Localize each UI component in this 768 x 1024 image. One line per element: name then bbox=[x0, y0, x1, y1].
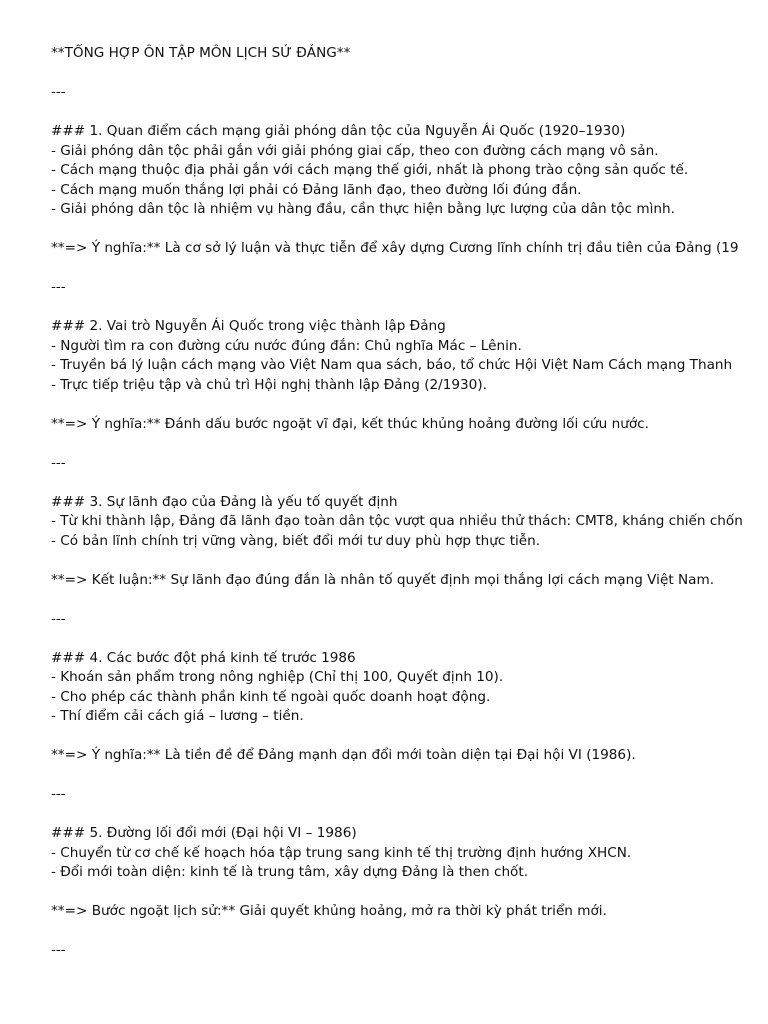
blank-line bbox=[51, 551, 768, 571]
section-2-bullet: - Truyền bá lý luận cách mạng vào Việt Nam qua sách, báo, tổ chức Hội Việt Nam Cách mạng Thanh bbox=[51, 357, 733, 373]
horizontal-rule: --- bbox=[51, 786, 66, 802]
section-5-bullet: - Đổi mới toàn diện: kinh tế là trung tâm, xây dựng Đảng là then chốt. bbox=[51, 864, 529, 880]
blank-line bbox=[51, 298, 768, 318]
blank-line bbox=[51, 220, 768, 240]
section-4-heading: ### 4. Các bước đột phá kinh tế trước 1986 bbox=[51, 649, 356, 666]
horizontal-rule: --- bbox=[51, 454, 66, 471]
section-3-summary: **=> Kết luận:** Sự lãnh đạo đúng đắn là nhân tố quyết định mọi thắng lợi cách mạng Việt Nam. bbox=[51, 571, 715, 588]
section-5-heading: ### 5. Đường lối đổi mới (Đại hội VI – 1986) bbox=[51, 825, 357, 841]
blank-line bbox=[51, 766, 768, 786]
section-2-bullet: - Trực tiếp triệu tập và chủ trì Hội nghị thành lập Đảng (2/1930). bbox=[51, 376, 487, 393]
blank-line bbox=[51, 434, 768, 454]
section-4-bullet: - Cho phép các thành phần kinh tế ngoài quốc doanh hoạt động. bbox=[51, 688, 491, 705]
section-1-bullet: - Giải phóng dân tộc phải gắn với giải phóng giai cấp, theo con đường cách mạng vô sản. bbox=[51, 142, 659, 159]
section-1-bullet: - Cách mạng muốn thắng lợi phải có Đảng lãnh đạo, theo đường lối đúng đắn. bbox=[51, 181, 582, 198]
section-5-bullet: - Chuyển từ cơ chế kế hoạch hóa tập trung sang kinh tế thị trường định hướng XHCN. bbox=[51, 844, 632, 861]
section-3-bullet: - Có bản lĩnh chính trị vững vàng, biết đổi mới tư duy phù hợp thực tiễn. bbox=[51, 532, 541, 549]
blank-line bbox=[51, 590, 768, 610]
section-4-summary: **=> Ý nghĩa:** Là tiền đề để Đảng mạnh dạn đổi mới toàn diện tại Đại hội VI (1986). bbox=[51, 747, 636, 763]
section-4-bullet: - Thí điểm cải cách giá – lương – tiền. bbox=[51, 708, 304, 724]
section-2-bullet: - Người tìm ra con đường cứu nước đúng đắn: Chủ nghĩa Mác – Lênin. bbox=[51, 337, 522, 354]
horizontal-rule: --- bbox=[51, 942, 66, 958]
section-5-summary: **=> Bước ngoặt lịch sử:** Giải quyết khủng hoảng, mở ra thời kỳ phát triển mới. bbox=[51, 903, 607, 919]
blank-line bbox=[51, 922, 768, 942]
section-1-heading: ### 1. Quan điểm cách mạng giải phóng dân tộc của Nguyễn Ái Quốc (1920–1930) bbox=[51, 123, 626, 139]
section-1-bullet: - Cách mạng thuộc địa phải gắn với cách mạng thế giới, nhất là phong trào cộng sản quốc tế. bbox=[51, 162, 689, 178]
horizontal-rule: --- bbox=[51, 610, 66, 627]
section-4-bullet: - Khoán sản phẩm trong nông nghiệp (Chỉ thị 100, Quyết định 10). bbox=[51, 669, 504, 685]
blank-line bbox=[51, 395, 768, 415]
section-1-bullet: - Giải phóng dân tộc là nhiệm vụ hàng đầu, cần thực hiện bằng lực lượng của dân tộc mình. bbox=[51, 201, 675, 217]
section-2-heading: ### 2. Vai trò Nguyễn Ái Quốc trong việc thành lập Đảng bbox=[51, 318, 446, 334]
blank-line bbox=[51, 64, 768, 84]
blank-line bbox=[51, 805, 768, 825]
section-2-summary: **=> Ý nghĩa:** Đánh dấu bước ngoặt vĩ đại, kết thúc khủng hoảng đường lối cứu nước. bbox=[51, 415, 649, 432]
document-title: **TỔNG HỢP ÔN TẬP MÔN LỊCH SỬ ĐẢNG** bbox=[51, 45, 351, 61]
blank-line bbox=[51, 883, 768, 903]
section-3-heading: ### 3. Sự lãnh đạo của Đảng là yếu tố quyết định bbox=[51, 493, 398, 510]
horizontal-rule: --- bbox=[51, 84, 66, 100]
horizontal-rule: --- bbox=[51, 279, 66, 295]
section-1-summary: **=> Ý nghĩa:** Là cơ sở lý luận và thực tiễn để xây dựng Cương lĩnh chính trị đầu tiên của Đảng (19 bbox=[51, 240, 739, 256]
blank-line bbox=[51, 259, 768, 279]
blank-line bbox=[51, 103, 768, 123]
blank-line bbox=[51, 629, 768, 649]
blank-line bbox=[51, 727, 768, 747]
blank-line bbox=[51, 473, 768, 493]
document-text bbox=[51, 44, 768, 961]
section-3-bullet: - Từ khi thành lập, Đảng đã lãnh đạo toàn dân tộc vượt qua nhiều thử thách: CMT8, kháng chiến chốn bbox=[51, 513, 743, 529]
